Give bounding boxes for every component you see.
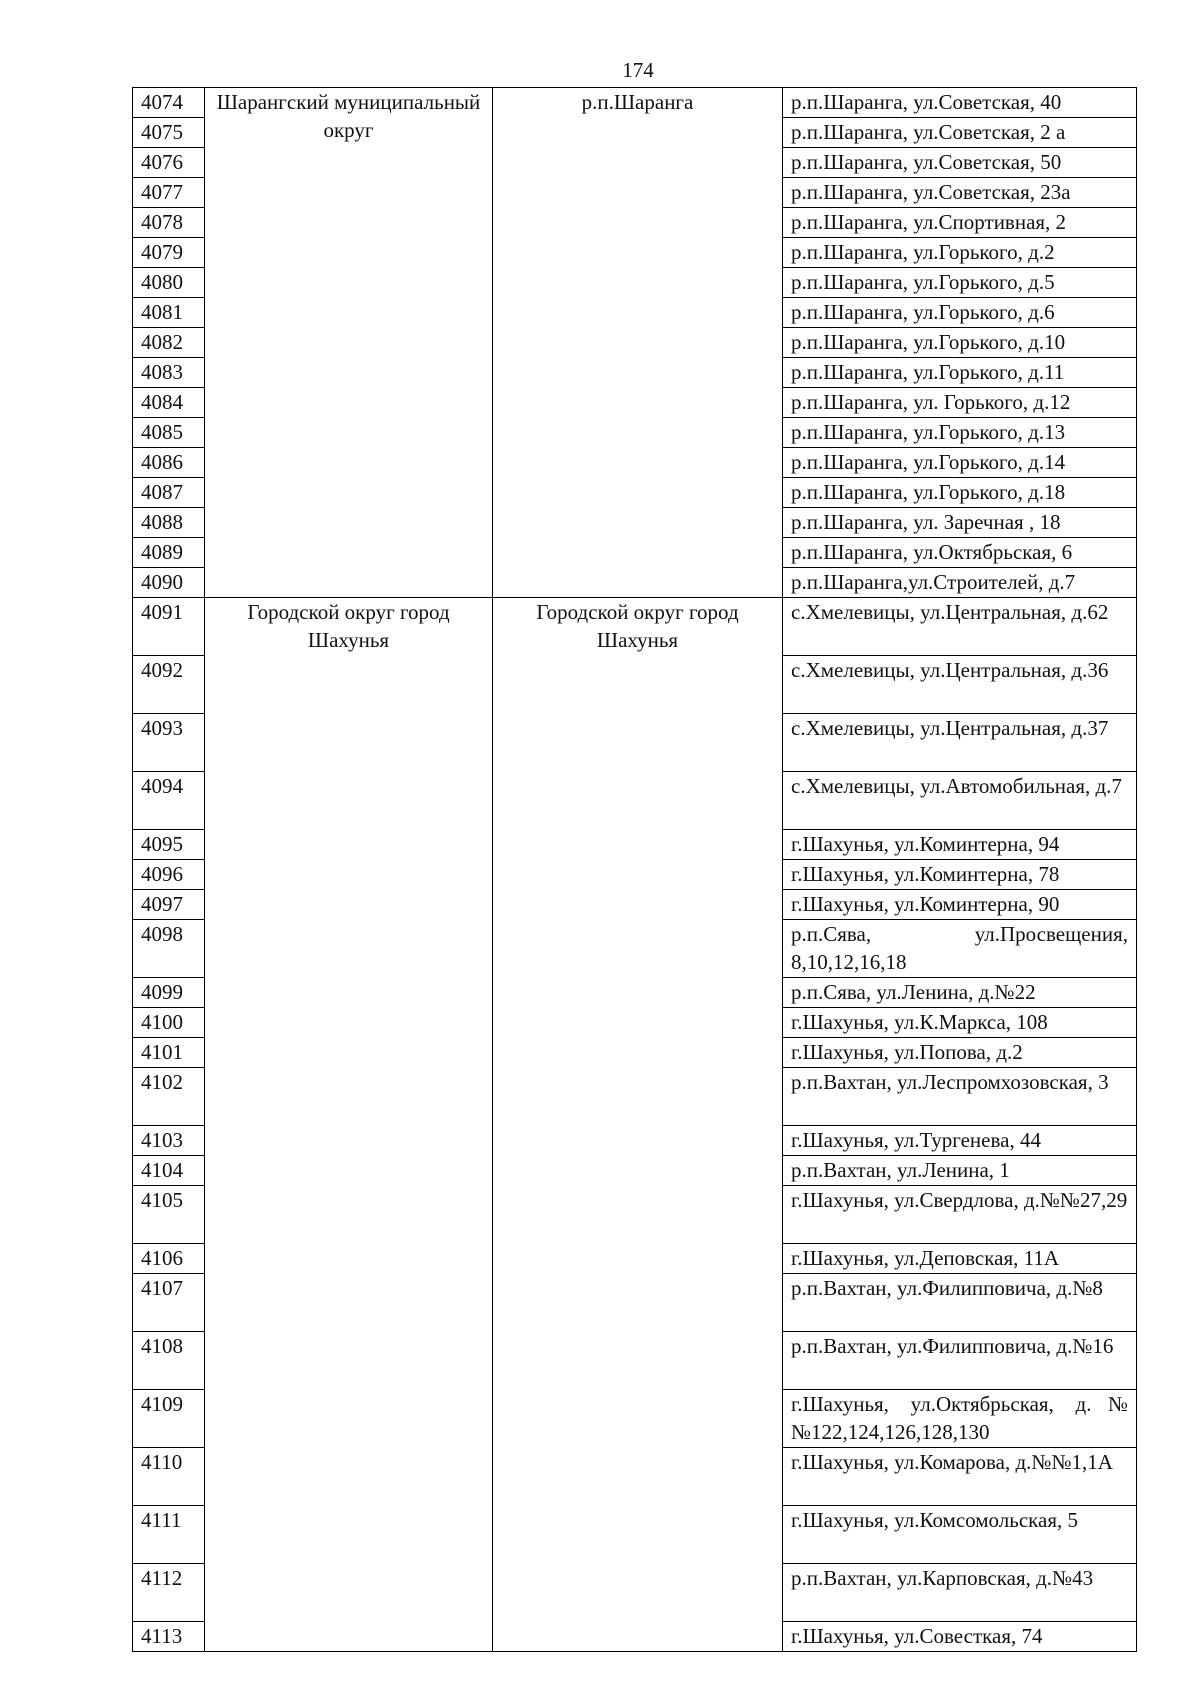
address-cell: р.п.Шаранга, ул.Горького, д.14 — [783, 448, 1137, 478]
address-cell: с.Хмелевицы, ул.Автомобильная, д.7 — [783, 772, 1137, 830]
address-table — [132, 87, 1137, 1652]
address-cell: р.п.Вахтан, ул.Леспромхозовская, 3 — [783, 1068, 1137, 1126]
district-cell: Городской округ город Шахунья — [205, 598, 493, 1652]
address-cell: р.п.Шаранга, ул.Горького, д.13 — [783, 418, 1137, 448]
address-cell: г.Шахунья, ул.Комсомольская, 5 — [783, 1506, 1137, 1564]
address-cell: р.п.Шаранга,ул.Строителей, д.7 — [783, 568, 1137, 598]
address-cell: г.Шахунья, ул.Коминтерна, 90 — [783, 890, 1137, 920]
row-number: 4112 — [133, 1564, 205, 1622]
address-cell: р.п.Вахтан, ул.Филипповича, д.№8 — [783, 1274, 1137, 1332]
row-number: 4103 — [133, 1126, 205, 1156]
address-cell: г.Шахунья, ул.Деповская, 11А — [783, 1244, 1137, 1274]
row-number: 4075 — [133, 118, 205, 148]
address-cell: р.п.Шаранга, ул.Советская, 40 — [783, 88, 1137, 118]
address-cell: г.Шахунья, ул.Коминтерна, 78 — [783, 860, 1137, 890]
address-cell: г.Шахунья, ул.Коминтерна, 94 — [783, 830, 1137, 860]
row-number: 4113 — [133, 1622, 205, 1652]
row-number: 4105 — [133, 1186, 205, 1244]
address-cell: р.п.Сява, ул.Ленина, д.№22 — [783, 978, 1137, 1008]
row-number: 4080 — [133, 268, 205, 298]
address-cell: р.п.Шаранга, ул. Горького, д.12 — [783, 388, 1137, 418]
address-table-body — [133, 88, 1137, 1652]
table-row — [133, 598, 1137, 656]
row-number: 4098 — [133, 920, 205, 978]
row-number: 4100 — [133, 1008, 205, 1038]
row-number: 4104 — [133, 1156, 205, 1186]
address-cell: р.п.Шаранга, ул.Октябрьская, 6 — [783, 538, 1137, 568]
row-number: 4083 — [133, 358, 205, 388]
row-number: 4108 — [133, 1332, 205, 1390]
row-number: 4099 — [133, 978, 205, 1008]
row-number: 4076 — [133, 148, 205, 178]
row-number: 4092 — [133, 656, 205, 714]
row-number: 4102 — [133, 1068, 205, 1126]
row-number: 4084 — [133, 388, 205, 418]
row-number: 4078 — [133, 208, 205, 238]
page-number: 174 — [622, 58, 654, 82]
row-number: 4101 — [133, 1038, 205, 1068]
row-number: 4107 — [133, 1274, 205, 1332]
row-number: 4095 — [133, 830, 205, 860]
row-number: 4089 — [133, 538, 205, 568]
row-number: 4110 — [133, 1448, 205, 1506]
address-cell: г.Шахунья, ул.К.Маркса, 108 — [783, 1008, 1137, 1038]
address-cell: р.п.Шаранга, ул.Горького, д.2 — [783, 238, 1137, 268]
row-number: 4082 — [133, 328, 205, 358]
address-cell: р.п.Шаранга, ул.Советская, 50 — [783, 148, 1137, 178]
address-cell: р.п.Вахтан, ул.Карповская, д.№43 — [783, 1564, 1137, 1622]
row-number: 4079 — [133, 238, 205, 268]
address-cell: р.п.Шаранга, ул. Заречная , 18 — [783, 508, 1137, 538]
address-cell: р.п.Шаранга, ул.Горького, д.5 — [783, 268, 1137, 298]
address-cell: г.Шахунья, ул.Совесткая, 74 — [783, 1622, 1137, 1652]
row-number: 4111 — [133, 1506, 205, 1564]
district-cell: Шарангский муниципальный округ — [205, 88, 493, 598]
address-cell: г.Шахунья, ул.Тургенева, 44 — [783, 1126, 1137, 1156]
row-number: 4090 — [133, 568, 205, 598]
row-number: 4096 — [133, 860, 205, 890]
row-number: 4081 — [133, 298, 205, 328]
address-cell: с.Хмелевицы, ул.Центральная, д.36 — [783, 656, 1137, 714]
settlement-cell: р.п.Шаранга — [493, 88, 783, 598]
address-cell: р.п.Шаранга, ул.Советская, 23а — [783, 178, 1137, 208]
address-cell: р.п.Сява, ул.Просвещения, 8,10,12,16,18 — [783, 920, 1137, 978]
row-number: 4087 — [133, 478, 205, 508]
row-number: 4074 — [133, 88, 205, 118]
row-number: 4077 — [133, 178, 205, 208]
table-row — [133, 88, 1137, 118]
row-number: 4091 — [133, 598, 205, 656]
address-cell: г.Шахунья, ул.Попова, д.2 — [783, 1038, 1137, 1068]
row-number: 4106 — [133, 1244, 205, 1274]
address-cell: с.Хмелевицы, ул.Центральная, д.37 — [783, 714, 1137, 772]
address-cell: р.п.Шаранга, ул.Горького, д.18 — [783, 478, 1137, 508]
address-cell: р.п.Шаранга, ул.Горького, д.6 — [783, 298, 1137, 328]
address-cell: р.п.Шаранга, ул.Горького, д.11 — [783, 358, 1137, 388]
address-cell: г.Шахунья, ул.Октябрьская, д.№№122,124,126,128,130 — [783, 1390, 1137, 1448]
row-number: 4094 — [133, 772, 205, 830]
address-cell: р.п.Шаранга, ул.Советская, 2 а — [783, 118, 1137, 148]
address-cell: р.п.Вахтан, ул.Ленина, 1 — [783, 1156, 1137, 1186]
row-number: 4093 — [133, 714, 205, 772]
row-number: 4088 — [133, 508, 205, 538]
address-cell: с.Хмелевицы, ул.Центральная, д.62 — [783, 598, 1137, 656]
address-cell: г.Шахунья, ул.Свердлова, д.№№27,29 — [783, 1186, 1137, 1244]
address-cell: г.Шахунья, ул.Комарова, д.№№1,1А — [783, 1448, 1137, 1506]
address-cell: р.п.Шаранга, ул.Спортивная, 2 — [783, 208, 1137, 238]
row-number: 4085 — [133, 418, 205, 448]
address-cell: р.п.Шаранга, ул.Горького, д.10 — [783, 328, 1137, 358]
address-cell: р.п.Вахтан, ул.Филипповича, д.№16 — [783, 1332, 1137, 1390]
row-number: 4086 — [133, 448, 205, 478]
settlement-cell: Городской округ город Шахунья — [493, 598, 783, 1652]
row-number: 4109 — [133, 1390, 205, 1448]
row-number: 4097 — [133, 890, 205, 920]
